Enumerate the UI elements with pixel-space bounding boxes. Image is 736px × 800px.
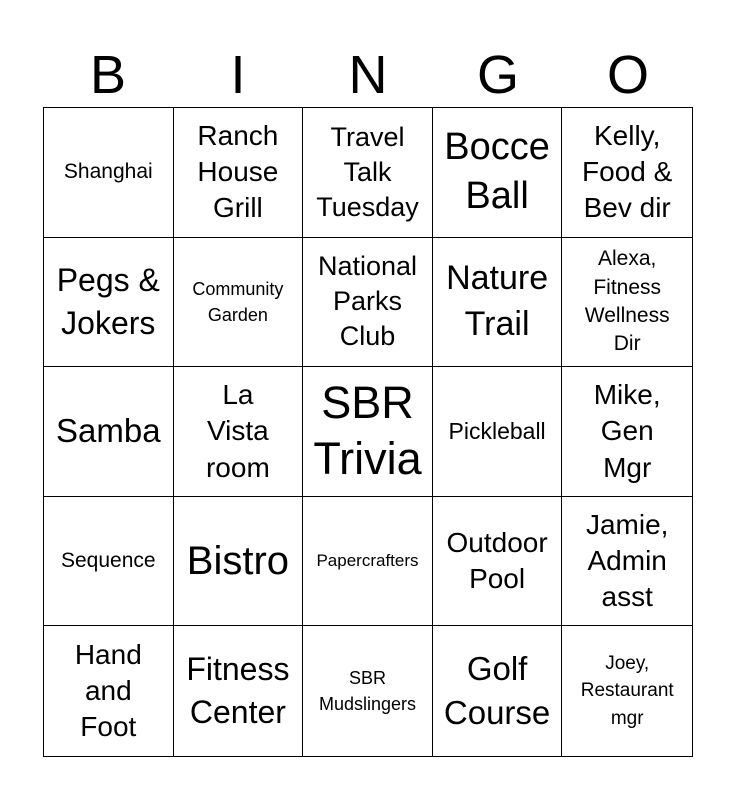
bingo-cell-r4-c1[interactable] [44,497,174,627]
bingo-cell-r3-c3[interactable] [303,367,433,497]
cell-text: Samba [56,412,161,450]
cell-text: Pickleball [448,417,546,444]
cell-text: Outdoor Pool [446,526,548,595]
bingo-cell-r2-c2[interactable] [174,238,304,368]
bingo-cell-r5-c1[interactable] [44,626,174,756]
bingo-cell-r3-c4[interactable] [433,367,563,497]
header-letter-n: N [348,45,388,105]
bingo-cell-r4-c5[interactable] [562,497,692,627]
cell-text: Bistro [186,539,290,584]
cell-text: Fitness Center [186,651,290,731]
header-letter-g: G [476,45,519,105]
cell-text: Mike, Gen Mgr [593,378,661,483]
cell-text: Sequence [61,548,156,572]
cell-text: Bocce Ball [444,125,550,218]
cell-text: Community Garden [192,278,284,325]
bingo-cell-r3-c1[interactable] [44,367,174,497]
cell-text: La Vista room [205,378,270,483]
bingo-cell-r2-c4[interactable] [433,238,563,368]
cell-text: Alexa, Fitness Wellness Dir [584,247,670,356]
bingo-cell-r5-c5[interactable] [562,626,692,756]
bingo-cell-r2-c1[interactable] [44,238,174,368]
bingo-cell-r1-c1[interactable] [44,108,174,238]
header-letter-o: O [606,45,649,105]
bingo-cell-r1-c5[interactable] [562,108,692,238]
bingo-cell-r3-c2[interactable] [174,367,304,497]
bingo-cell-r2-c5[interactable] [562,238,692,368]
bingo-cell-r1-c2[interactable] [174,108,304,238]
cell-text: SBR Mudslingers [318,668,417,715]
bingo-board [43,107,693,757]
cell-text: Golf Course [443,649,551,732]
bingo-cell-r2-c3[interactable] [303,238,433,368]
cell-text: Jamie, Admin asst [585,508,669,613]
cell-text: Joey, Restaurant mgr [580,652,674,729]
cell-text: Kelly, Food & Bev dir [582,119,673,224]
cell-text: Hand and Foot [74,638,142,743]
bingo-cell-r4-c3[interactable] [303,497,433,627]
header-letter-i: I [230,45,246,105]
bingo-cell-r4-c4[interactable] [433,497,563,627]
cell-text: SBR Trivia [313,377,422,485]
bingo-header [43,42,693,108]
bingo-cell-r4-c2[interactable] [174,497,304,627]
header-letter-b: B [89,45,127,105]
bingo-cell-r3-c5[interactable] [562,367,692,497]
bingo-cell-r5-c3[interactable] [303,626,433,756]
cell-text: Nature Trail [446,259,549,343]
bingo-cell-r1-c4[interactable] [433,108,563,238]
cell-text: National Parks Club [317,251,418,352]
bingo-cell-r5-c2[interactable] [174,626,304,756]
cell-text: Ranch House Grill [197,119,279,224]
cell-text: Shanghai [63,160,153,184]
bingo-cell-r1-c3[interactable] [303,108,433,238]
cell-text: Pegs & Jokers [56,261,160,341]
cell-text: Travel Talk Tuesday [316,121,419,222]
cell-text: Papercrafters [316,550,419,570]
bingo-cell-r5-c4[interactable] [433,626,563,756]
